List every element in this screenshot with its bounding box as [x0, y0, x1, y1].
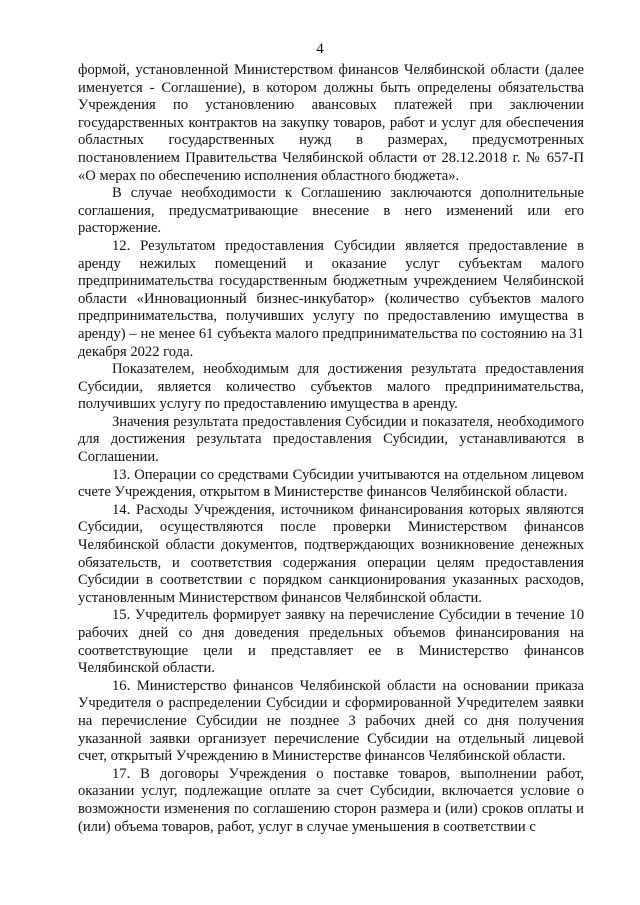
- paragraph-14-expenses: 14. Расходы Учреждения, источником финансирования которых являются Субсидии, осуществляются после проверки Министерством финансов Челябинской области документов, подтверждающих возникновение денежных обязательств, и соответствия содержания операции целям предоставления Субсидии в соответствии с порядком санкционирования указанных расходов, установленным Министерством финансов Челябинской области.: [78, 501, 584, 606]
- paragraph-16-transfer: 16. Министерство финансов Челябинской области на основании приказа Учредителя о распределении Субсидии и сформированной Учредителем заявки на перечисление Субсидии не позднее 3 рабочих дней со дня получения указанной заявки организует перечисление Субсидии на отдельный лицевой счет, открытый Учреждению в Министерстве финансов Челябинской области.: [78, 677, 584, 765]
- paragraph-15-request: 15. Учредитель формирует заявку на перечисление Субсидии в течение 10 рабочих дней со дня доведения предельных объемов финансирования на соответствующие цели и представляет ее в Министерство финансов Челябинской области.: [78, 607, 584, 677]
- paragraph-additional-agreements: В случае необходимости к Соглашению заключаются дополнительные соглашения, предусматривающие внесение в него изменений или его расторжение.: [78, 185, 584, 237]
- paragraph-17-contracts: 17. В договоры Учреждения о поставке товаров, выполнении работ, оказании услуг, подлежащие оплате за счет Субсидии, включается условие о возможности изменения по соглашению сторон размера и (или) сроков оплаты и (или) объема товаров, работ, услуг в случае уменьшения в соответствии с: [78, 765, 584, 835]
- paragraph-values: Значения результата предоставления Субсидии и показателя, необходимого для достижения результата предоставления Субсидии, устанавливаются в Соглашении.: [78, 413, 584, 466]
- paragraph-12-result: 12. Результатом предоставления Субсидии является предоставление в аренду нежилых помещений и оказание услуг субъектам малого предпринимательства государственным бюджетным учреждением Челябинской области «Инновационный бизнес-инкубатор» (количество субъектов малого предпринимательства, получивших услугу по предоставлению имущества в аренду) – не менее 61 субъекта малого предпринимательства по состоянию на 31 декабря 2022 года.: [78, 237, 584, 360]
- page-number: 4: [316, 41, 324, 57]
- document-body: [78, 62, 584, 836]
- paragraph-13-operations: 13. Операции со средствами Субсидии учитываются на отдельном лицевом счете Учреждения, открытом в Министерстве финансов Челябинской области.: [78, 466, 584, 501]
- paragraph-continuation: формой, установленной Министерством финансов Челябинской области (далее именуется - Соглашение), в котором должны быть определены обязательства Учреждения по установлению авансовых платежей при заключении государственных контрактов на закупку товаров, работ и услуг для обеспечения областных государственных нужд в размерах, предусмотренных постановлением Правительства Челябинской области от 28.12.2018 г. № 657-П «О мерах по обеспечению исполнения областного бюджета».: [78, 62, 584, 184]
- paragraph-indicator: Показателем, необходимым для достижения результата предоставления Субсидии, является количество субъектов малого предпринимательства, получивших услугу по предоставлению имущества в аренду.: [78, 361, 584, 413]
